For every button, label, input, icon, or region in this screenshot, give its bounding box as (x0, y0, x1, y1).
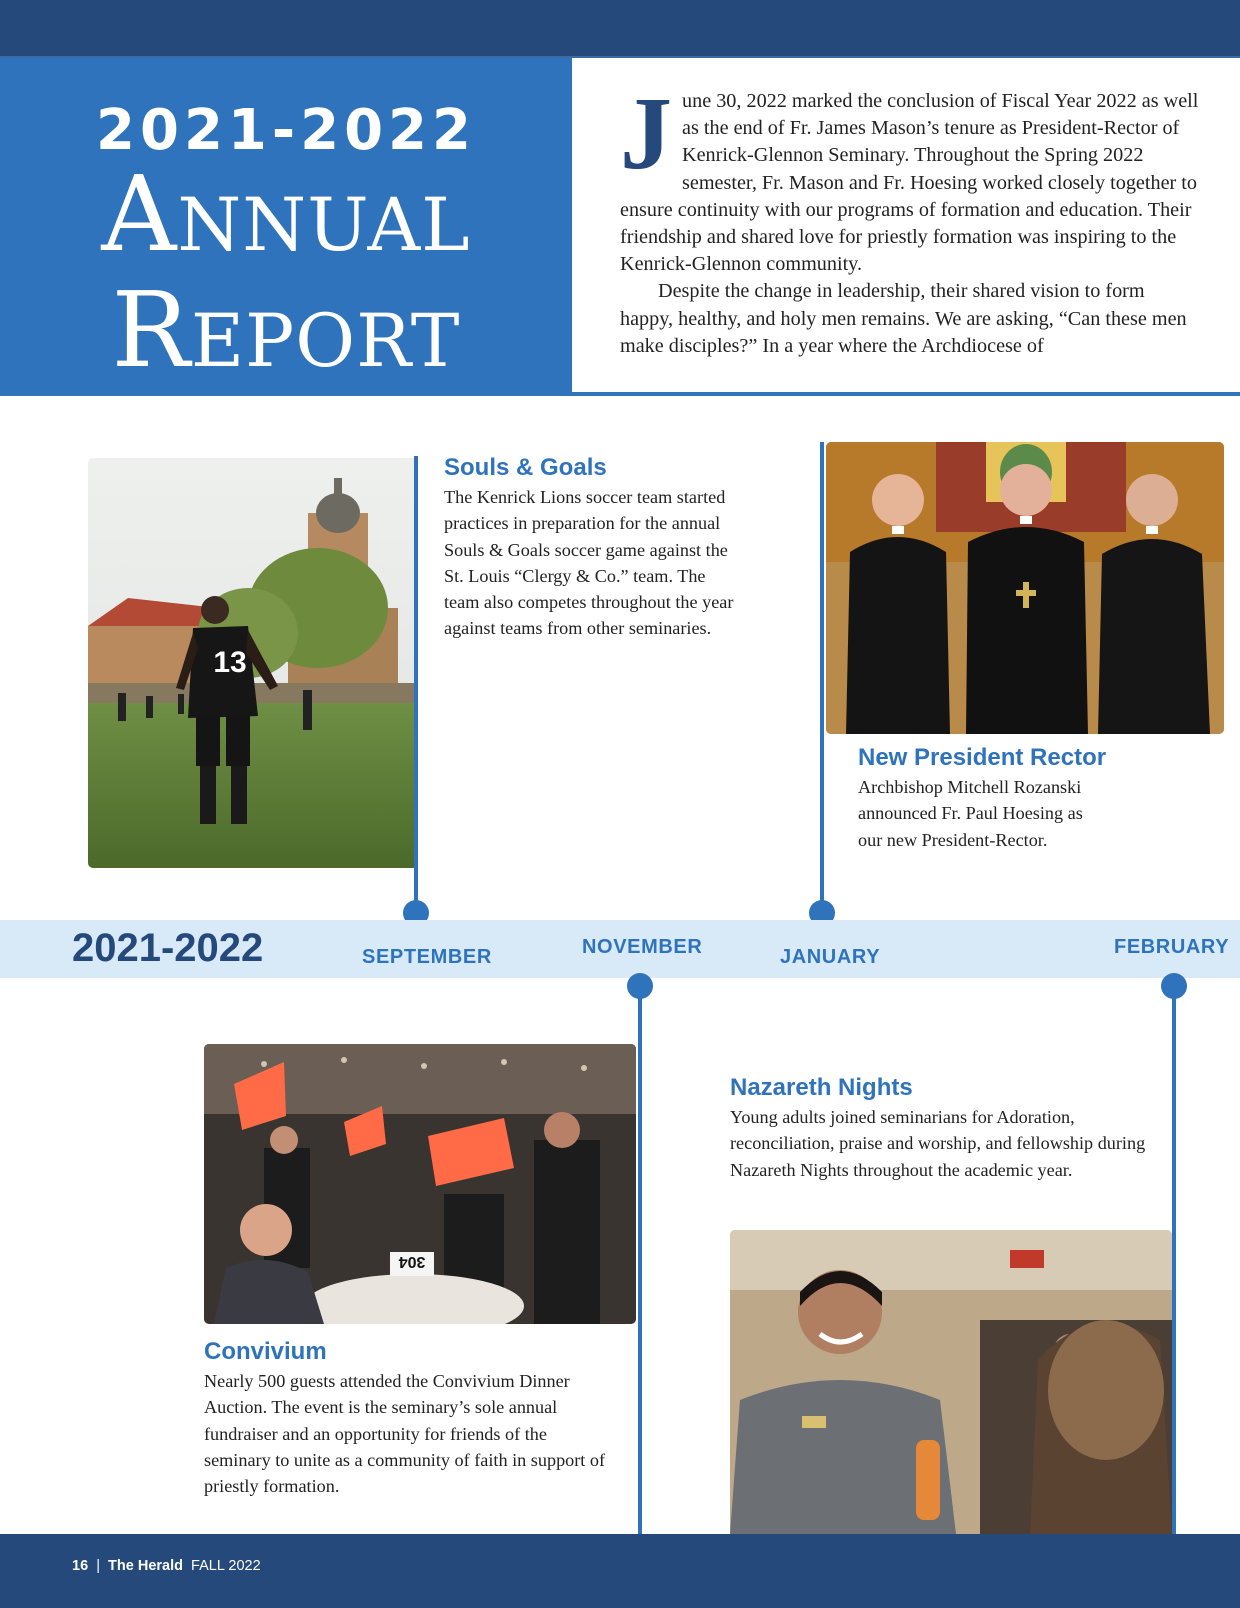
souls-goals-title: Souls & Goals (444, 454, 607, 481)
souls-goals-body: The Kenrick Lions soccer team started practices in preparation for the annual Souls & Goals soccer game against the St. Louis “Clergy & Co.” team. The team also competes throughout the year against teams from other seminaries. (444, 487, 734, 639)
nazareth-nights-photo (730, 1230, 1172, 1534)
convivium-title: Convivium (204, 1338, 327, 1365)
president-rector-body: Archbishop Mitchell Rozanski announced Fr. Paul Hoesing as our new President-Rector. (858, 777, 1083, 850)
intro-paragraph-2: Despite the change in leadership, their shared vision to form happy, healthy, and holy men remains. We are asking, “Can these men make disciples?” In a year where the Archdiocese of (620, 280, 1187, 357)
auction-paddle-number: 304 (398, 1253, 426, 1270)
timeline-month-september: SEPTEMBER (362, 946, 492, 968)
timeline-connector-september (414, 456, 418, 912)
clergy-photo (826, 442, 1224, 734)
report-years: 2021-2022 (96, 98, 476, 163)
timeline-month-november: NOVEMBER (582, 936, 703, 958)
intro-paragraph-1 (620, 88, 1200, 278)
timeline-connector-february (1172, 990, 1176, 1534)
convivium-photo-image (204, 1044, 636, 1324)
convivium-body: Nearly 500 guests attended the Convivium Dinner Auction. The event is the seminary’s sole annual fundraiser and an opportunity for friends of the seminary to unite as a community of faith in support of priestly formation. (204, 1371, 606, 1497)
footer-bar (0, 1534, 1240, 1608)
timeline-year: 2021-2022 (72, 926, 264, 970)
header-bar (0, 0, 1240, 58)
soccer-photo-image (88, 458, 418, 868)
soccer-photo (88, 458, 418, 868)
publication-name: The Herald (108, 1558, 183, 1574)
footer-text (72, 1558, 261, 1574)
timeline-month-february: FEBRUARY (1114, 936, 1230, 958)
intro-paragraph-1-text: une 30, 2022 marked the conclusion of Fiscal Year 2022 as well as the end of Fr. James Mason’s tenure as President-Rector of Kenrick-Glennon Seminary. Throughout the Spring 2022 semester, Fr. Mason and Fr. Hoesing worked closely together to ensure continuity with our programs of formation and education. Their friendship and shared love for priestly formation was inspiring to the Kenrick-Glennon community. (620, 90, 1199, 276)
clergy-figures (846, 464, 1210, 734)
timeline-connector-january (820, 442, 824, 912)
nazareth-nights-photo-image (730, 1230, 1172, 1534)
page-number: 16 (72, 1558, 89, 1574)
footer-separator: | (96, 1558, 100, 1574)
timeline-month-january: JANUARY (780, 946, 881, 968)
title-panel (0, 58, 572, 396)
clergy-photo-image (826, 442, 1224, 734)
nazareth-nights-body: Young adults joined seminarians for Adoration, reconciliation, praise and worship, and fellowship during Nazareth Nights throughout the academic year. (730, 1107, 1146, 1180)
drop-cap: J (620, 88, 672, 191)
convivium-photo (204, 1044, 636, 1324)
title-report: Report (111, 269, 461, 391)
president-rector-title: New President Rector (858, 744, 1107, 771)
timeline-connector-november (638, 990, 642, 1534)
jersey-number: 13 (213, 646, 247, 679)
issue-label: FALL 2022 (191, 1558, 261, 1574)
title-annual: Annual (101, 153, 471, 275)
nazareth-nights-title: Nazareth Nights (730, 1074, 913, 1101)
intro-rule (572, 392, 1240, 396)
intro-text (620, 88, 1200, 380)
